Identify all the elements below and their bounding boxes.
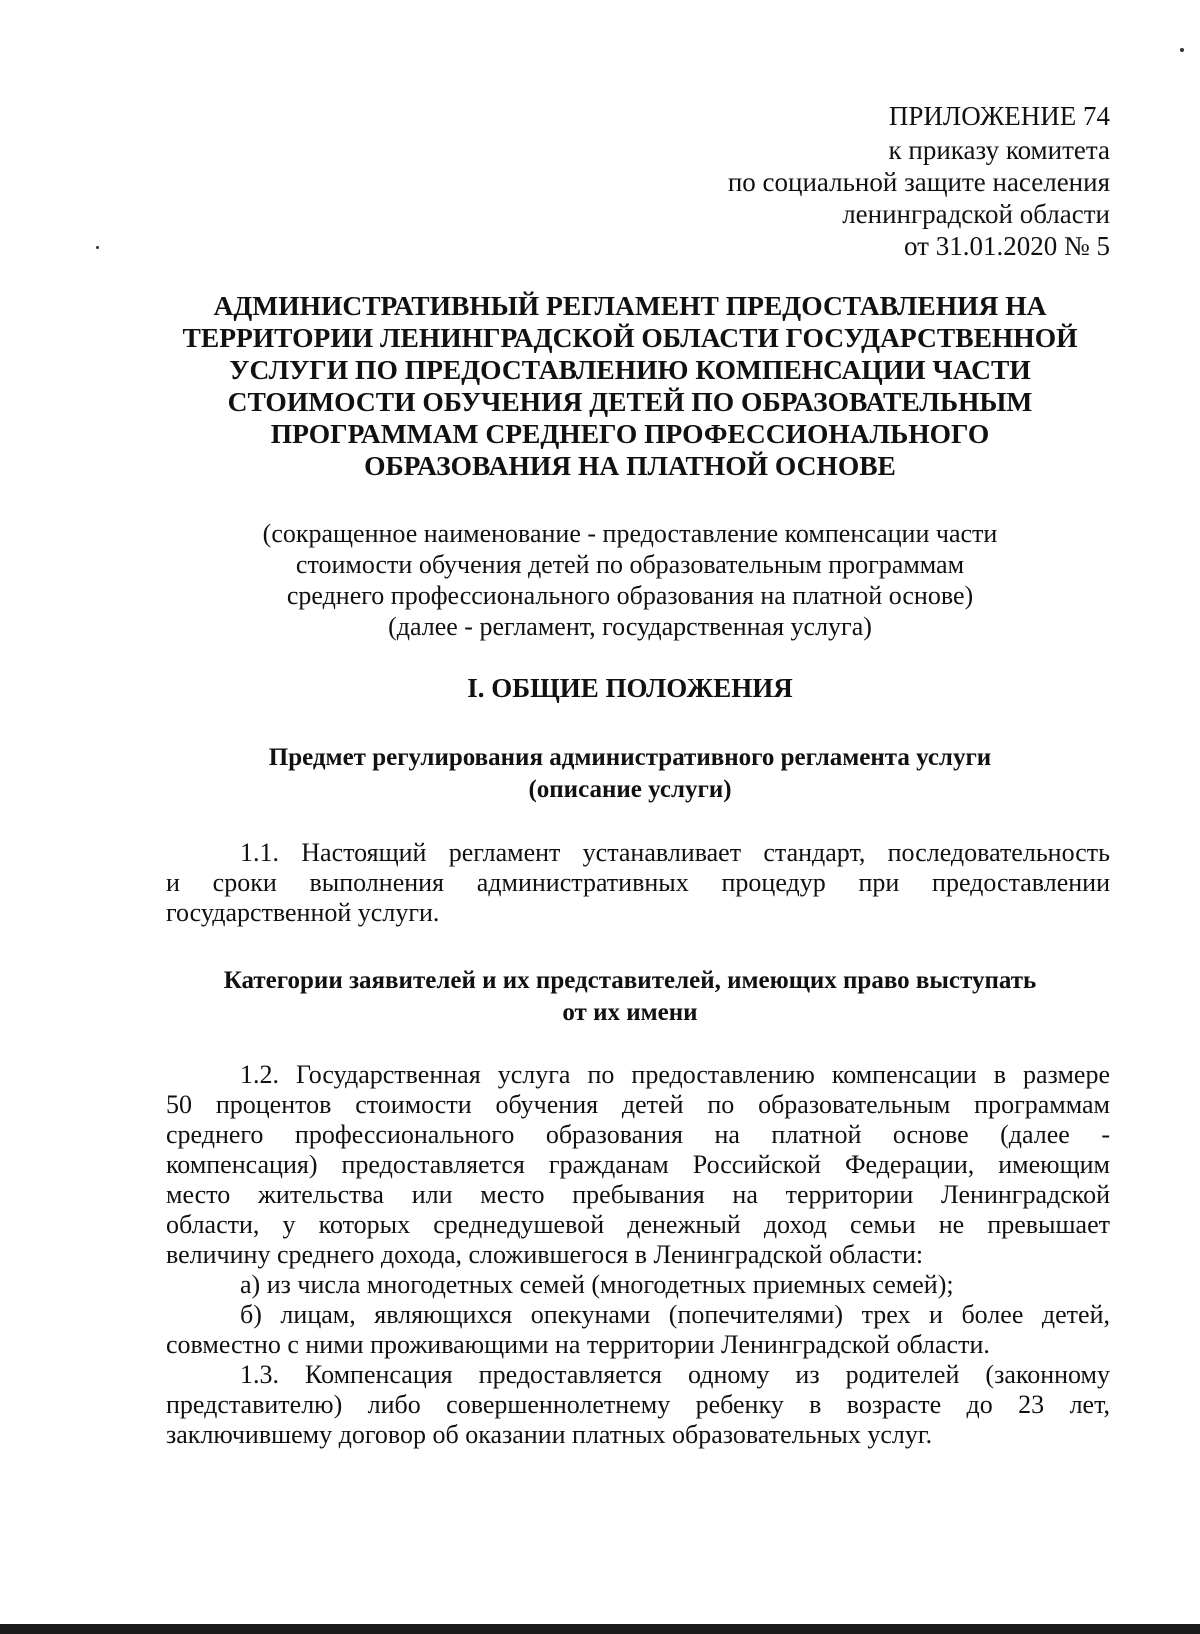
paragraph-line: области, у которых среднедушевой денежный доход семьи не превышает <box>166 1210 1110 1239</box>
section-title: I. ОБЩИЕ ПОЛОЖЕНИЯ <box>467 673 793 703</box>
paragraph-line: компенсация) предоставляется гражданам Российской Федерации, имеющим <box>166 1150 1110 1179</box>
short-name-line: стоимости обучения детей по образовательным программам <box>295 550 965 579</box>
subheading-applicants <box>150 965 1110 1029</box>
subheading-line: Предмет регулирования административного регламента услуги <box>268 744 992 771</box>
paragraph-line: заключившему договор об оказании платных образовательных услуг. <box>166 1420 933 1449</box>
paragraph-line: и сроки выполнения административных процедур при предоставлении <box>166 868 1110 897</box>
title-line: УСЛУГИ ПО ПРЕДОСТАВЛЕНИЮ КОМПЕНСАЦИИ ЧАСТИ <box>229 354 1031 385</box>
document-title <box>150 290 1110 482</box>
subheading-line: от их имени <box>562 999 698 1026</box>
short-name-block <box>150 518 1110 642</box>
subheading-line: Категории заявителей и их представителей, имеющих право выступать <box>223 967 1037 994</box>
paragraph-line: место жительства или место пребывания на территории Ленинградской <box>166 1180 1110 1209</box>
appendix-block <box>728 100 1110 262</box>
list-item-a: а) из числа многодетных семей (многодетных приемных семей); <box>240 1270 954 1299</box>
short-name-line: (далее - регламент, государственная услуга) <box>388 612 872 641</box>
paragraph-1-2 <box>166 1060 1110 1450</box>
paragraph-line: государственной услуги. <box>166 898 440 927</box>
appendix-date: от 31.01.2020 № 5 <box>904 231 1110 261</box>
paragraph-line: 1.1. Настоящий регламент устанавливает стандарт, последовательность <box>240 838 1110 867</box>
title-line: ОБРАЗОВАНИЯ НА ПЛАТНОЙ ОСНОВЕ <box>364 450 896 481</box>
scan-edge-bar <box>0 1624 1200 1634</box>
paragraph-line: 50 процентов стоимости обучения детей по образовательным программам <box>166 1090 1110 1119</box>
paragraph-line: представителю) либо совершеннолетнему ребенку в возрасте до 23 лет, <box>166 1390 1110 1419</box>
appendix-order-ref: к приказу комитета <box>888 135 1110 165</box>
title-line: СТОИМОСТИ ОБУЧЕНИЯ ДЕТЕЙ ПО ОБРАЗОВАТЕЛЬНЫМ <box>227 386 1033 417</box>
subheading-subject <box>150 742 1110 806</box>
paragraph-line: величину среднего дохода, сложившегося в Ленинградской области: <box>166 1240 924 1269</box>
paragraph-line: 1.2. Государственная услуга по предоставлению компенсации в размере <box>240 1060 1110 1089</box>
appendix-number: ПРИЛОЖЕНИЕ 74 <box>888 101 1110 131</box>
subheading-line: (описание услуги) <box>528 776 732 803</box>
paragraph-line: совместно с ними проживающими на территории Ленинградской области. <box>166 1330 990 1359</box>
paragraph-1-3-line: 1.3. Компенсация предоставляется одному из родителей (законному <box>240 1360 1110 1389</box>
scan-speck <box>1180 48 1184 52</box>
title-line: АДМИНИСТРАТИВНЫЙ РЕГЛАМЕНТ ПРЕДОСТАВЛЕНИЯ НА <box>213 290 1047 321</box>
short-name-line: (сокращенное наименование - предоставление компенсации части <box>262 519 998 548</box>
short-name-line: среднего профессионального образования на платной основе) <box>286 581 974 610</box>
appendix-committee: по социальной защите населения <box>727 167 1110 197</box>
title-line: ПРОГРАММАМ СРЕДНЕГО ПРОФЕССИОНАЛЬНОГО <box>270 418 990 449</box>
appendix-region: ленинградской области <box>842 199 1110 229</box>
title-line: ТЕРРИТОРИИ ЛЕНИНГРАДСКОЙ ОБЛАСТИ ГОСУДАРСТВЕННОЙ <box>182 322 1078 353</box>
scan-speck <box>96 246 99 249</box>
list-item-b: б) лицам, являющихся опекунами (попечителями) трех и более детей, <box>240 1300 1110 1329</box>
paragraph-1-1 <box>166 838 1110 928</box>
paragraph-line: среднего профессионального образования на платной основе (далее - <box>166 1120 1110 1149</box>
